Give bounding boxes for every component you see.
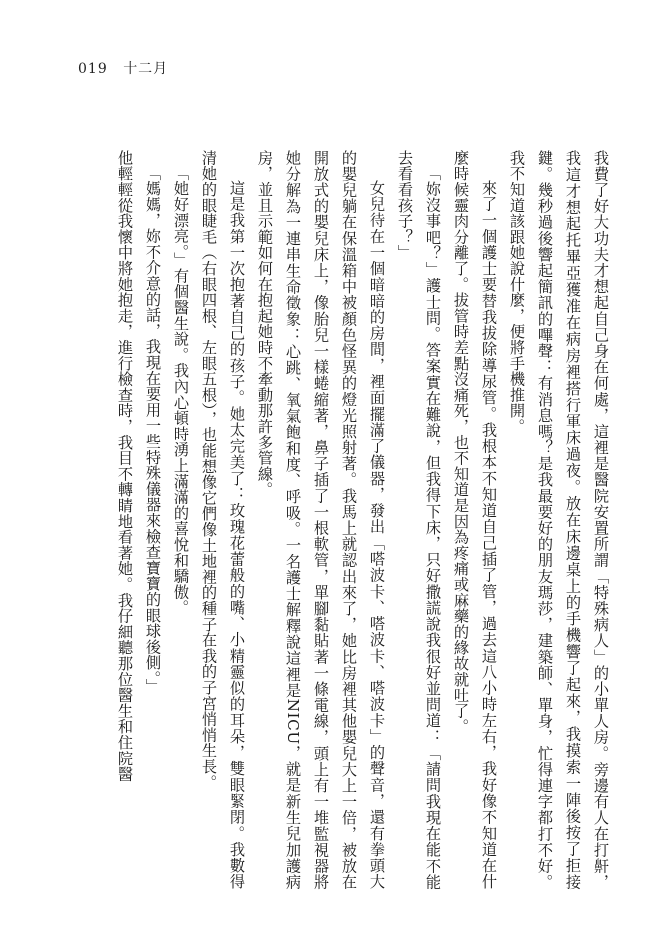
paragraph: 他輕輕從我懷中將她抱走，進行檢查時，我目不轉睛地看著她。我仔細聽那位醫生和住院醫	[116, 150, 134, 782]
running-header	[78, 58, 168, 78]
paragraph: 「媽媽，妳不介意的話，我現在要用一些特殊儀器來檢查寶寶的眼球後側。」	[144, 165, 162, 695]
paragraph: 「她好漂亮。」有個醫生說。我內心頓時湧上滿滿的喜悅和驕傲。	[172, 165, 190, 616]
paragraph: 這是我第一次抱著自己的孩子。她太完美了：玫瑰花蕾般的嘴、小精靈似的耳朵，雙眼緊閉。我數得清她的眼睫毛（右眼四根、左眼五根），也能想像它們像土地裡的種子在我的子宮悄悄生長。	[200, 150, 246, 890]
chapter-title: 十二月	[123, 61, 169, 77]
vertical-text-body	[75, 150, 615, 890]
paragraph: 女兒待在一個暗暗的房間，裡面擺滿了儀器，發出「嗒波卡、嗒波卡、嗒波卡」的聲音，還有拳頭大的嬰兒躺在保溫箱中被顏色怪異的燈光照射著。我馬上就認出來了，她比房裡其他嬰兒大上一倍，被放在開放式的嬰兒床上，像胎兒一樣蜷縮著，鼻子插了一根軟管，單腳黏貼著一條電線，頭上有一堆監視器將她分解為一連串生命徵象：心跳、氧氣飽和度、呼吸。一名護士解釋說這裡是NICU，就是新生兒加護病房，並且示範如何在抱起她時不牽動那許多管線。	[256, 150, 386, 890]
paragraph: 來了一個護士要替我拔除導尿管。我根本不知道自己插了管，過去這八小時左右，我好像不知道在什麼時候靈肉分離了。拔管時差點沒痛死，也不知道是因為疼痛或麻藥的緣故就吐了。	[452, 150, 498, 890]
paragraph: 「妳沒事吧？」護士問。答案實在難說，但我得下床，只好撒謊說我很好並問道：「請問我現在能不能去看看孩子？」	[396, 150, 442, 890]
paragraph: 我費了好大功夫才想起自己身在何處，這裡是醫院安置所謂「特殊病人」的小單人房。旁邊有人在打鼾，我這才想起托畢亞獲准在病房裡搭行軍床過夜。放在床邊桌上的手機響了起來，我摸索一陣後按了拒接鍵。幾秒過後響起簡訊的嗶聲：有消息嗎？是我最要好的朋友瑪莎，建築師、單身，忙得連字都打不好。我不知道該跟她說什麼，便將手機推開。	[508, 150, 610, 890]
page-number: 019	[78, 61, 108, 77]
